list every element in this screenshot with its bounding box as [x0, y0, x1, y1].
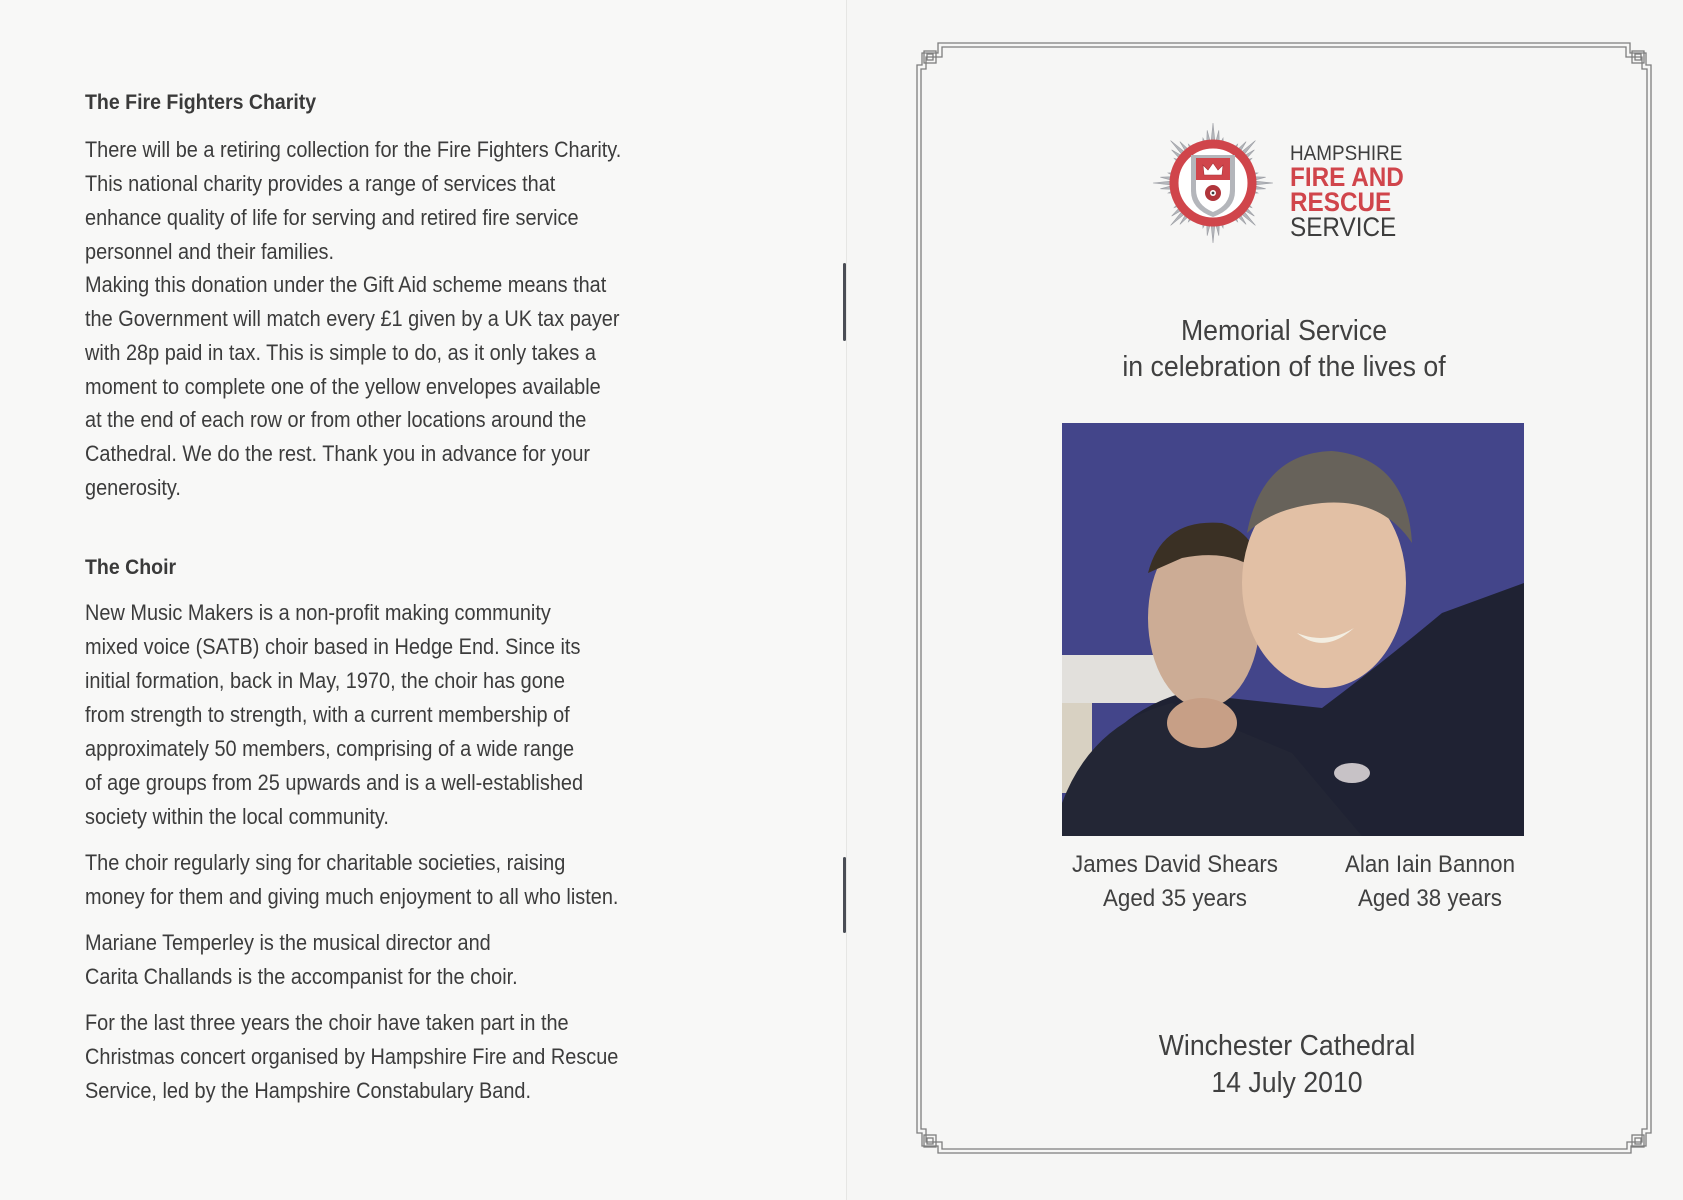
text-line: For the last three years the choir have taken part in the — [85, 1010, 569, 1035]
text-line: society within the local community. — [85, 804, 389, 829]
choir-heading: The Choir — [85, 556, 177, 579]
text-line: money for them and giving much enjoyment to all who listen. — [85, 884, 619, 909]
text-line: at the end of each row or from other locations around the — [85, 407, 587, 432]
text-line: This national charity provides a range of services that — [85, 171, 556, 196]
logo-line-hampshire: HAMPSHIRE — [1290, 142, 1403, 165]
text-line: moment to complete one of the yellow envelopes available — [85, 374, 601, 399]
charity-heading: The Fire Fighters Charity — [85, 91, 317, 114]
text-line: initial formation, back in May, 1970, the choir has gone — [85, 668, 565, 693]
memorial-photo — [1062, 423, 1524, 836]
text-line: generosity. — [85, 475, 181, 500]
logo-line-service: SERVICE — [1290, 212, 1397, 242]
text-line: Mariane Temperley is the musical director and — [85, 930, 491, 955]
text-line: enhance quality of life for serving and retired fire service — [85, 205, 579, 230]
person-name: James David Shears — [1072, 851, 1278, 878]
text-line: from strength to strength, with a current membership of — [85, 702, 570, 727]
text-line: Carita Challands is the accompanist for the choir. — [85, 964, 518, 989]
text-line: Making this donation under the Gift Aid scheme means that — [85, 272, 607, 297]
venue: Winchester Cathedral — [1158, 1030, 1416, 1062]
text-line: The choir regularly sing for charitable societies, raising — [85, 850, 566, 875]
text-line: mixed voice (SATB) choir based in Hedge End. Since its — [85, 634, 581, 659]
text-line: Christmas concert organised by Hampshire Fire and Rescue — [85, 1044, 619, 1069]
text-line: Service, led by the Hampshire Constabulary Band. — [85, 1078, 531, 1103]
title-memorial-service: Memorial Service — [1180, 315, 1388, 347]
service-date: 14 July 2010 — [1211, 1067, 1363, 1099]
logo-line-fire-and: FIRE AND — [1290, 162, 1404, 192]
text-line: personnel and their families. — [85, 239, 335, 264]
text-line: the Government will match every £1 given by a UK tax payer — [85, 306, 620, 331]
person-age: Aged 38 years — [1358, 885, 1502, 912]
text-line: Cathedral. We do the rest. Thank you in advance for your — [85, 441, 591, 466]
logo-line-rescue: RESCUE — [1290, 187, 1392, 217]
fire-service-badge-icon — [1150, 120, 1276, 246]
text-line: of age groups from 25 upwards and is a well-established — [85, 770, 584, 795]
person-name: Alan Iain Bannon — [1344, 851, 1516, 878]
text-line: with 28p paid in tax. This is simple to do, as it only takes a — [85, 340, 596, 365]
person-age: Aged 35 years — [1103, 885, 1247, 912]
title-celebration: in celebration of the lives of — [1122, 351, 1446, 383]
text-line: approximately 50 members, comprising of a wide range — [85, 736, 575, 761]
text-line: There will be a retiring collection for the Fire Fighters Charity. — [85, 137, 622, 162]
text-line: New Music Makers is a non-profit making community — [85, 600, 551, 625]
